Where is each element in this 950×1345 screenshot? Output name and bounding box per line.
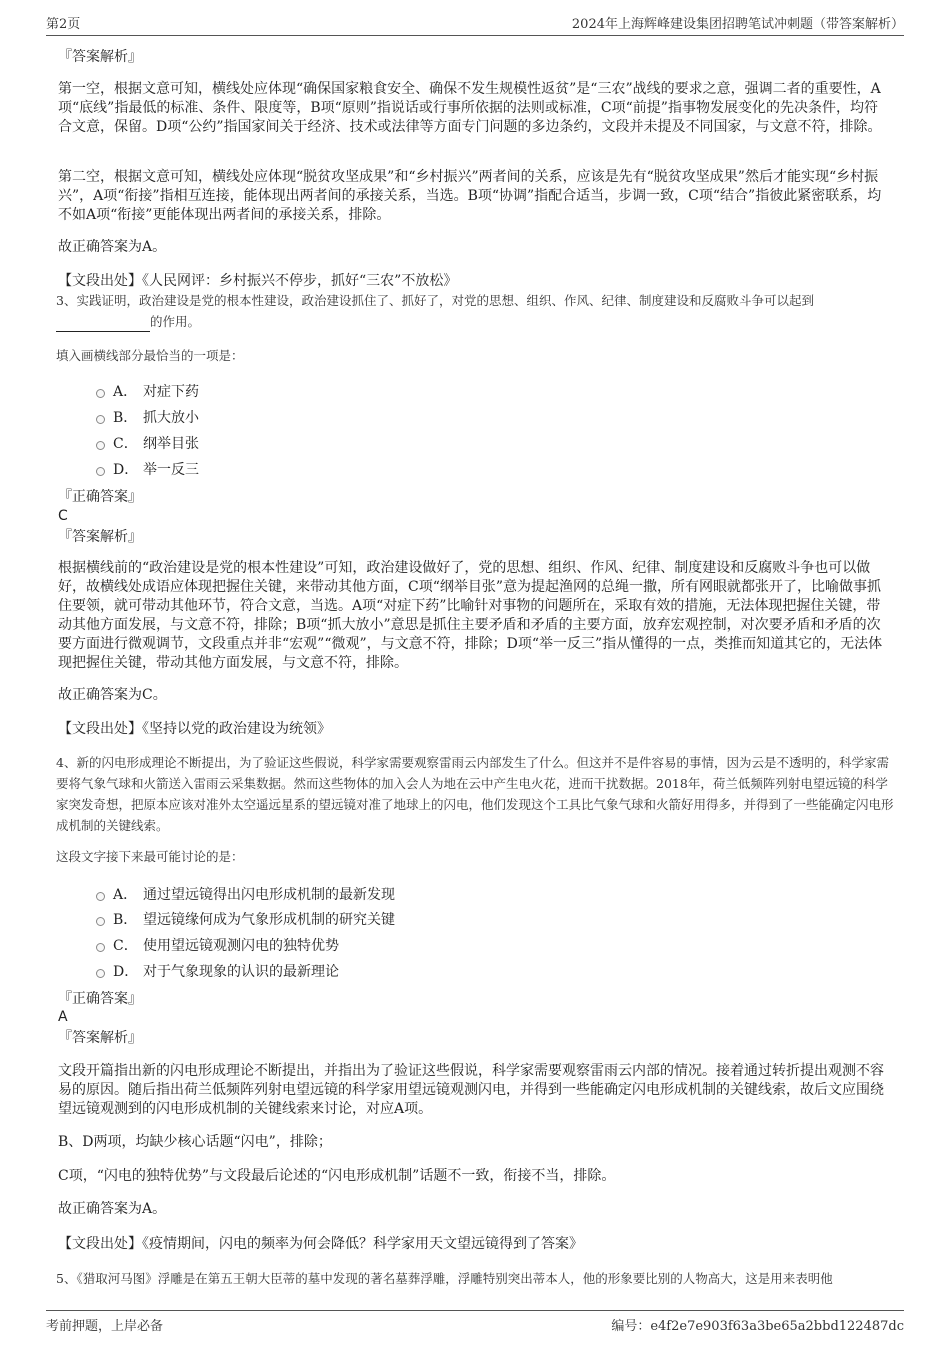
radio-icon[interactable] [96, 441, 105, 450]
option-b[interactable] [96, 909, 395, 929]
option-letter: C． [113, 938, 138, 954]
option-letter: D． [113, 964, 139, 980]
analysis-tag: 『答案解析』 [58, 1030, 142, 1046]
radio-icon[interactable] [96, 943, 105, 952]
option-text: 举一反三 [143, 462, 199, 478]
radio-icon[interactable] [96, 917, 105, 926]
source-citation: 【文段出处】《坚持以党的政治建设为统领》 [58, 721, 331, 737]
option-d[interactable] [96, 459, 199, 479]
radio-icon[interactable] [96, 415, 105, 424]
document-code: 编号：e4f2e7e903f63a3be65a2bbd122487dc [611, 1318, 904, 1334]
analysis-paragraph: 文段开篇指出新的闪电形成理论不断提出，并指出为了验证这些假说，科学家需要观察雷雨云内部的情况。接着通过转折提出观测不容易的原因。随后指出荷兰低频阵列射电望远镜的科学家用望远镜观测闪电，并得到一些能确定闪电形成机制的关键线索，故后文应围绕望远镜观测到的闪电形成机制的关键线索来讨论，对应A项。 [58, 1063, 884, 1117]
answer-conclusion: 故正确答案为A。 [58, 239, 167, 255]
option-letter: B． [113, 912, 138, 928]
correct-answer-tag: 『正确答案』 [58, 489, 142, 505]
option-text: 抓大放小 [143, 410, 199, 426]
option-d[interactable] [96, 961, 339, 981]
analysis-paragraph: 第二空，根据文意可知，横线处应体现“脱贫攻坚成果”和“乡村振兴”两者间的关系，应该是先有“脱贫攻坚成果”然后才能实现“乡村振兴”，A项“衔接”指相互连接，能体现出两者间的承接关系，当选。B项“协调”指配合适当，步调一致，C项“结合”指彼此紧密联系，均不如A项“衔接”更能体现出两者间的承接关系，排除。 [58, 169, 882, 223]
question-prompt: 这段文字接下来最可能讨论的是： [56, 849, 244, 864]
page-header [46, 10, 904, 36]
option-text: 使用望远镜观测闪电的独特优势 [143, 938, 339, 954]
option-text: 对症下药 [143, 384, 199, 400]
question-prompt: 填入画横线部分最恰当的一项是： [56, 348, 244, 363]
option-letter: B． [113, 410, 138, 426]
option-b[interactable] [96, 407, 199, 427]
radio-icon[interactable] [96, 467, 105, 476]
option-text: 望远镜缘何成为气象形成机制的研究关键 [143, 912, 395, 928]
answer-conclusion: 故正确答案为C。 [58, 687, 167, 703]
option-c[interactable] [96, 433, 199, 453]
correct-answer: A [58, 1009, 68, 1025]
question-stem-text: 3、实践证明，政治建设是党的根本性建设，政治建设抓住了、抓好了，对党的思想、组织、作风、纪律、制度建设和反腐败斗争可以起到 [56, 293, 814, 308]
option-a[interactable] [96, 381, 199, 401]
analysis-paragraph: 根据横线前的“政治建设是党的根本性建设”可知，政治建设做好了，党的思想、组织、作风、纪律、制度建设和反腐败斗争也可以做好，故横线处成语应体现把握住关键，来带动其他方面，C项“纲举目张”意为提起渔网的总绳一撒，所有网眼就都张开了，比喻做事抓住要领，就可带动其他环节，符合文意，当选。A项“对症下药”比喻针对事物的问题所在，采取有效的措施，无法体现把握住关键，带动其他方面发展，与文意不符，排除；B项“抓大放小”意思是抓住主要矛盾和矛盾的主要方面，放弃宏观控制，对次要矛盾和矛盾的次要方面进行微观调节，文段重点并非“宏观”“微观”，与文意不符，排除；D项“举一反三”指从懂得的一点，类推而知道其它的，无法体现把握住关键，带动其他方面发展，与文意不符，排除。 [58, 560, 883, 671]
source-citation: 【文段出处】《疫情期间，闪电的频率为何会降低？科学家用天文望远镜得到了答案》 [58, 1236, 583, 1252]
analysis-paragraph: 第一空，根据文意可知，横线处应体现“确保国家粮食安全、确保不发生规模性返贫”是“三农”战线的要求之意，强调二者的重要性，A项“底线”指最低的标准、条件、限度等，B项“原则”指说话或行事所依据的法则或标准，C项“前提”指事物发展变化的先决条件，均符合文意，保留。D项“公约”指国家间关于经济、技术或法律等方面专门问题的多边条约，文段并未提及不同国家，与文意不符，排除。 [58, 81, 882, 135]
footer-slogan: 考前押题，上岸必备 [46, 1318, 164, 1334]
page-footer [46, 1310, 904, 1337]
analysis-tag: 『答案解析』 [58, 49, 142, 65]
radio-icon[interactable] [96, 389, 105, 398]
fill-blank [56, 317, 150, 332]
answer-conclusion: 故正确答案为A。 [58, 1201, 167, 1217]
option-text: 对于气象现象的认识的最新理论 [143, 964, 339, 980]
document-title: 2024年上海辉峰建设集团招聘笔试冲刺题（带答案解析） [571, 17, 904, 32]
page-number: 第2页 [46, 17, 81, 32]
question-stem: 5、《猎取河马图》浮雕是在第五王朝大臣蒂的墓中发现的著名墓葬浮雕，浮雕特别突出蒂本人，他的形象要比别的人物高大，这是用来表明他 [56, 1271, 833, 1286]
option-letter: A． [113, 887, 138, 903]
correct-answer: C [58, 508, 68, 524]
question-stem-text: 的作用。 [150, 314, 201, 329]
question-stem: 4、新的闪电形成理论不断提出，为了验证这些假说，科学家需要观察雷雨云内部发生了什么。但这并不是件容易的事情，因为云是不透明的，科学家需要将气象气球和火箭送入雷雨云采集数据。然而这些物体的加入会人为地在云中产生电火花，进而干扰数据。2018年，荷兰低频阵列射电望远镜的科学家突发奇想，把原本应该对准外太空遥远星系的望远镜对准了地球上的闪电，他们发现这个工具比气象气球和火箭好用得多，并得到了一些能确定闪电形成机制的关键线索。 [56, 755, 894, 833]
radio-icon[interactable] [96, 969, 105, 978]
analysis-tag: 『答案解析』 [58, 529, 142, 545]
option-letter: C． [113, 436, 138, 452]
option-c[interactable] [96, 935, 339, 955]
radio-icon[interactable] [96, 892, 105, 901]
source-citation: 【文段出处】《人民网评：乡村振兴不停步，抓好“三农”不放松》 [58, 273, 458, 289]
option-a[interactable] [96, 884, 395, 904]
analysis-paragraph: C项，“闪电的独特优势”与文段最后论述的“闪电形成机制”话题不一致，衔接不当，排除。 [58, 1168, 616, 1184]
analysis-paragraph: B、D两项，均缺少核心话题“闪电”，排除； [58, 1134, 332, 1150]
option-letter: D． [113, 462, 139, 478]
option-text: 纲举目张 [143, 436, 199, 452]
question-stem [56, 290, 896, 332]
option-letter: A． [113, 384, 138, 400]
correct-answer-tag: 『正确答案』 [58, 991, 142, 1007]
option-text: 通过望远镜得出闪电形成机制的最新发现 [143, 887, 395, 903]
